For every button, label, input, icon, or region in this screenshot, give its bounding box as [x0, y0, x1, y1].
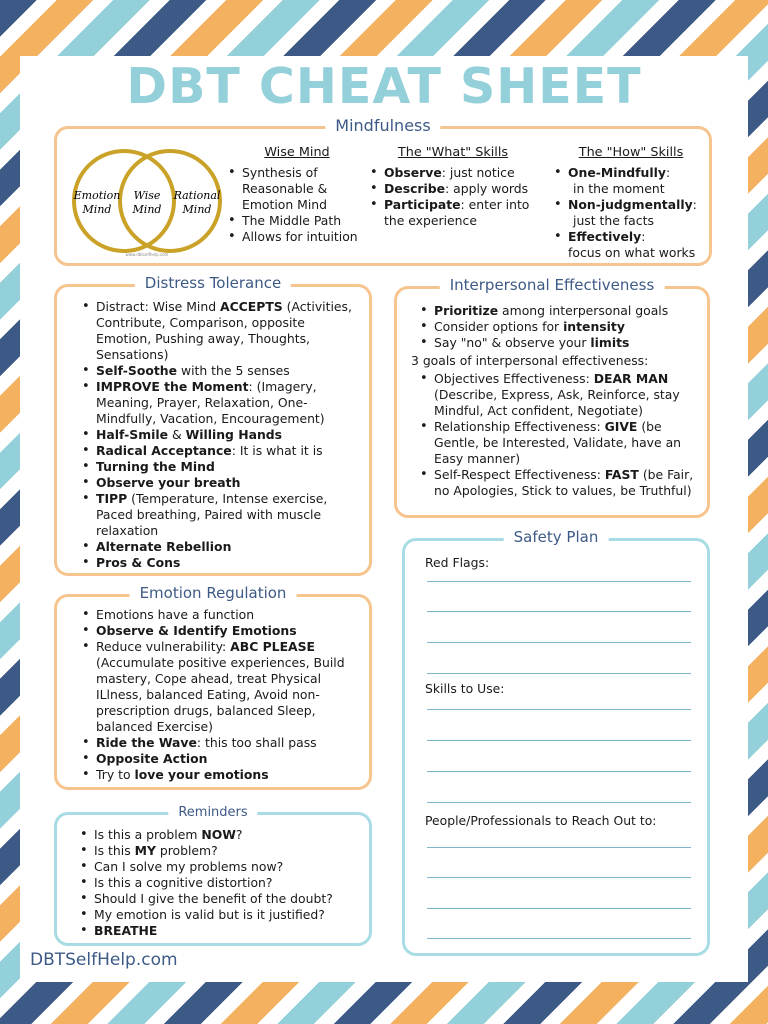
goals-label: 3 goals of interpersonal effectiveness: — [411, 353, 649, 368]
list-item: • Participate: enter into the experience — [369, 197, 537, 229]
mindfulness-box — [54, 116, 712, 266]
wise-mind-column — [227, 145, 367, 245]
list-item: • Is this a problem NOW? — [79, 827, 369, 843]
list-item: • Effectively: focus on what works — [553, 229, 709, 261]
list-item: • Prioritize among interpersonal goals — [419, 303, 707, 319]
red-flags-line-4[interactable] — [427, 673, 691, 674]
list-item: • Turning the Mind — [81, 459, 363, 475]
distress-tolerance-title: Distress Tolerance — [135, 274, 291, 292]
venn-credit: www.dbtselfhelp.com — [125, 252, 169, 257]
list-item: • Reduce vulnerability: ABC PLEASE (Accumulate positive experiences, Build mastery, Cope ahead, treat Physical ILlness, balanced Eating, Avoid non-prescription drugs, balanced Sleep, balanced Exercise) — [81, 639, 365, 735]
list-item: • Opposite Action — [81, 751, 365, 767]
list-item: • Objectives Effectiveness: DEAR MAN (Describe, Express, Ask, Reinforce, stay Mindful, Act confident, Negotiate) — [419, 371, 703, 419]
list-item: • Observe & Identify Emotions — [81, 623, 365, 639]
list-item: • Can I solve my problems now? — [79, 859, 369, 875]
venn-diagram — [67, 143, 227, 263]
red-flags-line-1[interactable] — [427, 581, 691, 582]
list-item: • BREATHE — [79, 923, 369, 939]
interpersonal-effectiveness-title: Interpersonal Effectiveness — [440, 276, 665, 294]
how-skills-heading: The "How" Skills — [578, 145, 684, 160]
list-item: • Is this MY problem? — [79, 843, 369, 859]
people-line-3[interactable] — [427, 908, 691, 909]
list-item: • Self-Respect Effectiveness: FAST (be Fair, no Apologies, Stick to values, be Truthful) — [419, 467, 703, 499]
people-line-4[interactable] — [427, 938, 691, 939]
list-item: • Should I give the benefit of the doubt? — [79, 891, 369, 907]
list-item: • Radical Acceptance: It is what it is — [81, 443, 363, 459]
people-label: People/Professionals to Reach Out to: — [425, 813, 657, 828]
list-item: • Synthesis of Reasonable & Emotion Mind — [227, 165, 367, 213]
distress-tolerance-box — [54, 274, 372, 576]
venn-wise-line2: Mind — [132, 203, 162, 216]
list-item: • Relationship Effectiveness: GIVE (be Gentle, be Interested, Validate, have an Easy manner) — [419, 419, 703, 467]
red-flags-line-2[interactable] — [427, 611, 691, 612]
skills-line-4[interactable] — [427, 802, 691, 803]
footer-url[interactable]: DBTSelfHelp.com — [30, 950, 178, 970]
venn-wise-line1: Wise — [133, 189, 161, 202]
venn-rational-line1: Rational — [173, 189, 221, 202]
what-skills-heading: The "What" Skills — [397, 145, 509, 160]
list-item: • One-Mindfully: in the moment — [553, 165, 709, 197]
how-skills-column — [553, 145, 709, 261]
wise-mind-heading: Wise Mind — [264, 145, 330, 160]
list-item: • Observe your breath — [81, 475, 363, 491]
list-item: • Emotions have a function — [81, 607, 365, 623]
list-item: • Distract: Wise Mind ACCEPTS (Activities, Contribute, Comparison, opposite Emotion, Pushing away, Thoughts, Sensations) — [81, 299, 363, 363]
list-item: • Non-judgmentally: just the facts — [553, 197, 709, 229]
emotion-regulation-title: Emotion Regulation — [130, 584, 297, 602]
venn-rational-line2: Mind — [182, 203, 212, 216]
skills-line-2[interactable] — [427, 740, 691, 741]
people-line-1[interactable] — [427, 847, 691, 848]
emotion-regulation-box — [54, 584, 372, 790]
venn-emotion-line2: Mind — [82, 203, 112, 216]
list-item: • Try to love your emotions — [81, 767, 365, 783]
list-item: • Consider options for intensity — [419, 319, 707, 335]
skills-line-3[interactable] — [427, 771, 691, 772]
list-item: • Pros & Cons — [81, 555, 363, 571]
list-item: • IMPROVE the Moment: (Imagery, Meaning, Prayer, Relaxation, One-Mindfully, Vacation, Encouragement) — [81, 379, 363, 427]
interpersonal-effectiveness-box — [394, 276, 710, 518]
venn-emotion-line1: Emotion — [73, 189, 121, 202]
list-item: • TIPP (Temperature, Intense exercise, Paced breathing, Paired with muscle relaxation — [81, 491, 363, 539]
list-item: • Observe: just notice — [369, 165, 537, 181]
list-item: • Self-Soothe with the 5 senses — [81, 363, 363, 379]
skills-label: Skills to Use: — [425, 681, 505, 696]
list-item: • The Middle Path — [227, 213, 367, 229]
list-item: • Ride the Wave: this too shall pass — [81, 735, 365, 751]
what-skills-column — [369, 145, 537, 229]
skills-line-1[interactable] — [427, 709, 691, 710]
reminders-title: Reminders — [168, 805, 257, 820]
list-item: • Say "no" & observe your limits — [419, 335, 707, 351]
list-item: • Describe: apply words — [369, 181, 537, 197]
reminders-box — [54, 805, 372, 946]
list-item: • Is this a cognitive distortion? — [79, 875, 369, 891]
people-line-2[interactable] — [427, 877, 691, 878]
list-item: • My emotion is valid but is it justified? — [79, 907, 369, 923]
list-item: • Alternate Rebellion — [81, 539, 363, 555]
red-flags-label: Red Flags: — [425, 555, 490, 570]
page-title: DBT CHEAT SHEET — [126, 58, 642, 115]
mindfulness-title: Mindfulness — [325, 116, 440, 135]
red-flags-line-3[interactable] — [427, 642, 691, 643]
safety-plan-box — [402, 528, 710, 956]
safety-plan-title: Safety Plan — [504, 528, 609, 546]
list-item: • Allows for intuition — [227, 229, 367, 245]
list-item: • Half-Smile & Willing Hands — [81, 427, 363, 443]
